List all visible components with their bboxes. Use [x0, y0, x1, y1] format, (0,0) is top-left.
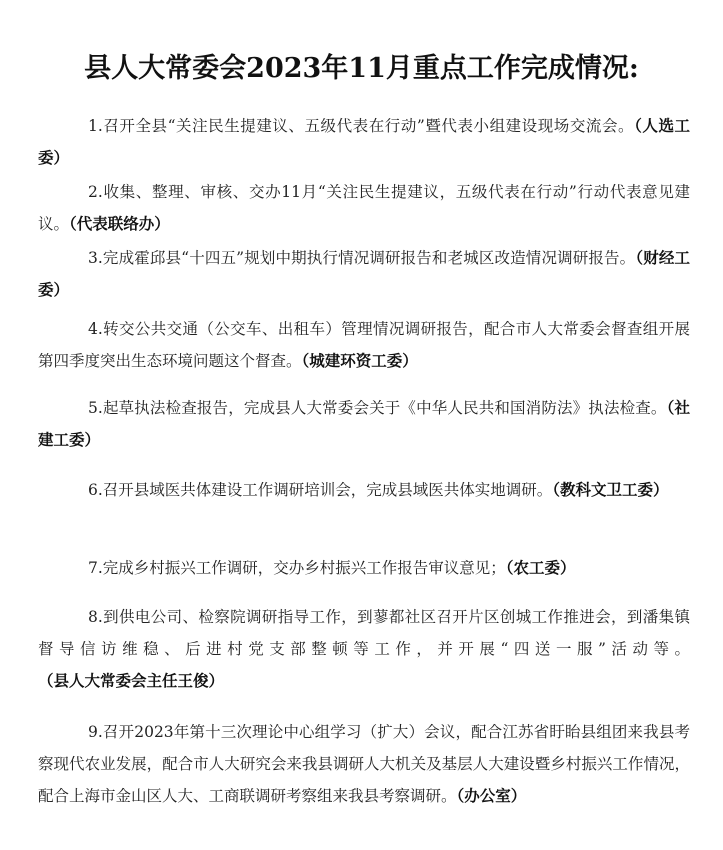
work-item — [38, 242, 690, 306]
work-item — [38, 313, 690, 377]
item-text: 3.完成霍邱县“十四五”规划中期执行情况调研报告和老城区改造情况调研报告。 — [88, 248, 636, 267]
item-department: （城建环资工委） — [301, 350, 418, 370]
item-text: 1.召开全县“关注民生提建议、五级代表在行动”暨代表小组建设现场交流会。 — [88, 116, 635, 135]
item-department: （教科文卫工委） — [552, 479, 669, 499]
item-text: 4.转交公共交通（公交车、出租车）管理情况调研报告，配合市人大常委会督查组开展第四季度突出生态环境问题这个督查。 — [38, 319, 690, 370]
work-item — [38, 552, 690, 584]
item-text: 5.起草执法检查报告，完成县人大常委会关于《中华人民共和国消防法》执法检查。 — [88, 398, 667, 417]
item-text: 6.召开县域医共体建设工作调研培训会，完成县域医共体实地调研。 — [88, 480, 553, 499]
item-text: 8.到供电公司、检察院调研指导工作，到蓼都社区召开片区创城工作推进会，到潘集镇督导信访维稳、后进村党支部整顿等工作，并开展“四送一服”活动等。 — [38, 607, 690, 658]
item-department: （办公室） — [456, 785, 527, 805]
item-department: （代表联络办） — [69, 213, 170, 233]
item-department: （人选工委） — [38, 115, 690, 167]
document-title: 县人大常委会2023年11月重点工作完成情况: — [84, 53, 639, 85]
item-text: 7.完成乡村振兴工作调研，交办乡村振兴工作报告审议意见； — [88, 558, 506, 577]
work-item — [38, 474, 690, 506]
item-department: （县人大常委会主任王俊） — [38, 670, 225, 690]
work-item — [38, 110, 690, 174]
item-department: （社建工委） — [38, 397, 690, 449]
work-item — [38, 392, 690, 456]
work-item — [38, 601, 690, 697]
item-text: 9.召开2023年第十三次理论中心组学习（扩大）会议，配合江苏省盱眙县组团来我县考察现代农业发展，配合市人大研究会来我县调研人大机关及基层人大建设暨乡村振兴工作情况，配合上海市金山区人大、工商联调研考察组来我县考察调研。 — [38, 722, 690, 805]
work-item — [38, 176, 690, 240]
work-item — [38, 716, 690, 812]
item-text: 2.收集、整理、审核、交办11月“关注民生提建议，五级代表在行动”行动代表意见建议。 — [38, 182, 690, 233]
item-department: （农工委） — [505, 557, 576, 577]
item-department: （财经工委） — [38, 247, 690, 299]
